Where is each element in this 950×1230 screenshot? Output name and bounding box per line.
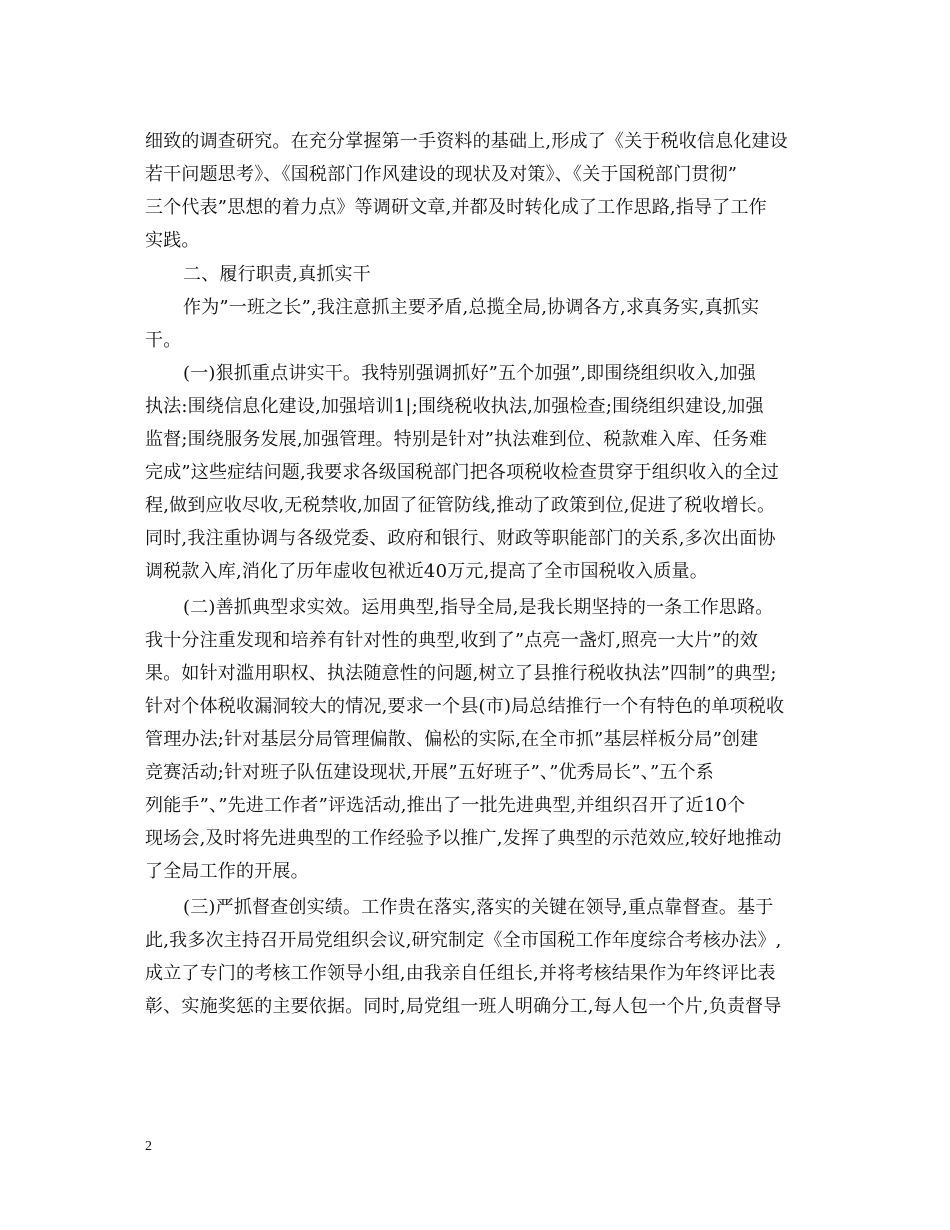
- text-line: 竞赛活动;针对班子队伍建设现状,开展”五好班子”、”优秀局长”、”五个系: [145, 762, 714, 783]
- text-line: (一)狠抓重点讲实干。我特别强调抓好”五个加强”,即围绕组织收入,加强: [183, 363, 756, 384]
- text-line: (三)严抓督查创实绩。工作贵在落实,落实的关键在领导,重点靠督查。基于: [183, 897, 774, 918]
- text-line: 同时,我注重协调与各级党委、政府和银行、财政等职能部门的关系,多次出面协: [145, 528, 776, 549]
- text-line: 干。: [145, 330, 182, 351]
- text-line: 三个代表”思想的着力点》等调研文章,并都及时转化成了工作思路,指导了工作: [145, 197, 767, 218]
- text-line: 彰、实施奖惩的主要依据。同时,局党组一班人明确分工,每人包一个片,负责督导: [145, 996, 782, 1017]
- text-line: 了全局工作的开展。: [145, 861, 309, 882]
- text-line: 执法:围绕信息化建设,加强培训1|;围绕税收执法,加强检查;围绕组织建设,加强: [145, 396, 764, 417]
- text-line: 完成”这些症结问题,我要求各级国税部门把各项税收检查贯穿于组织收入的全过: [145, 462, 780, 483]
- section-heading: 二、履行职责,真抓实干: [183, 264, 371, 285]
- text-line: 列能手”、”先进工作者”评选活动,推出了一批先进典型,并组织召开了近10个: [145, 795, 746, 816]
- text-line: 针对个体税收漏洞较大的情况,要求一个县(市)局总结推行一个有特色的单项税收: [145, 696, 785, 717]
- text-line: 此,我多次主持召开局党组织会议,研究制定《全市国税工作年度综合考核办法》,: [145, 930, 782, 951]
- text-line: 程,做到应收尽收,无税禁收,加固了征管防线,推动了政策到位,促进了税收增长。: [145, 495, 776, 516]
- text-line: 我十分注重发现和培养有针对性的典型,收到了”点亮一盏灯,照亮一大片”的效: [145, 630, 759, 651]
- text-line: 作为”一班之长”,我注意抓主要矛盾,总揽全局,协调各方,求真务实,真抓实: [183, 297, 760, 318]
- text-line: 现场会,及时将先进典型的工作经验予以推广,发挥了典型的示范效应,较好地推动: [145, 828, 782, 849]
- text-line: 调税款入库,消化了历年虚收包袱近40万元,提高了全市国税收入质量。: [145, 561, 708, 582]
- text-line: 若干问题思考》、《国税部门作风建设的现状及对策》、《关于国税部门贯彻”: [145, 164, 738, 185]
- text-line: 实践。: [145, 230, 200, 251]
- text-line: 细致的调查研究。在充分掌握第一手资料的基础上,形成了《关于税收信息化建设: [145, 131, 788, 152]
- text-line: 管理办法;针对基层分局管理偏散、偏松的实际,在全市抓”基层样板分局”创建: [145, 729, 759, 750]
- text-line: 监督;围绕服务发展,加强管理。特别是针对”执法难到位、税款难入库、任务难: [145, 429, 768, 450]
- text-line: 成立了专门的考核工作领导小组,由我亲自任组长,并将考核结果作为年终评比表: [145, 963, 776, 984]
- text-line: 果。如针对滥用职权、执法随意性的问题,树立了县推行税收执法”四制”的典型;: [145, 663, 777, 684]
- text-line: (二)善抓典型求实效。运用典型,指导全局,是我长期坚持的一条工作思路。: [183, 597, 774, 618]
- page-number: 2: [145, 1139, 152, 1154]
